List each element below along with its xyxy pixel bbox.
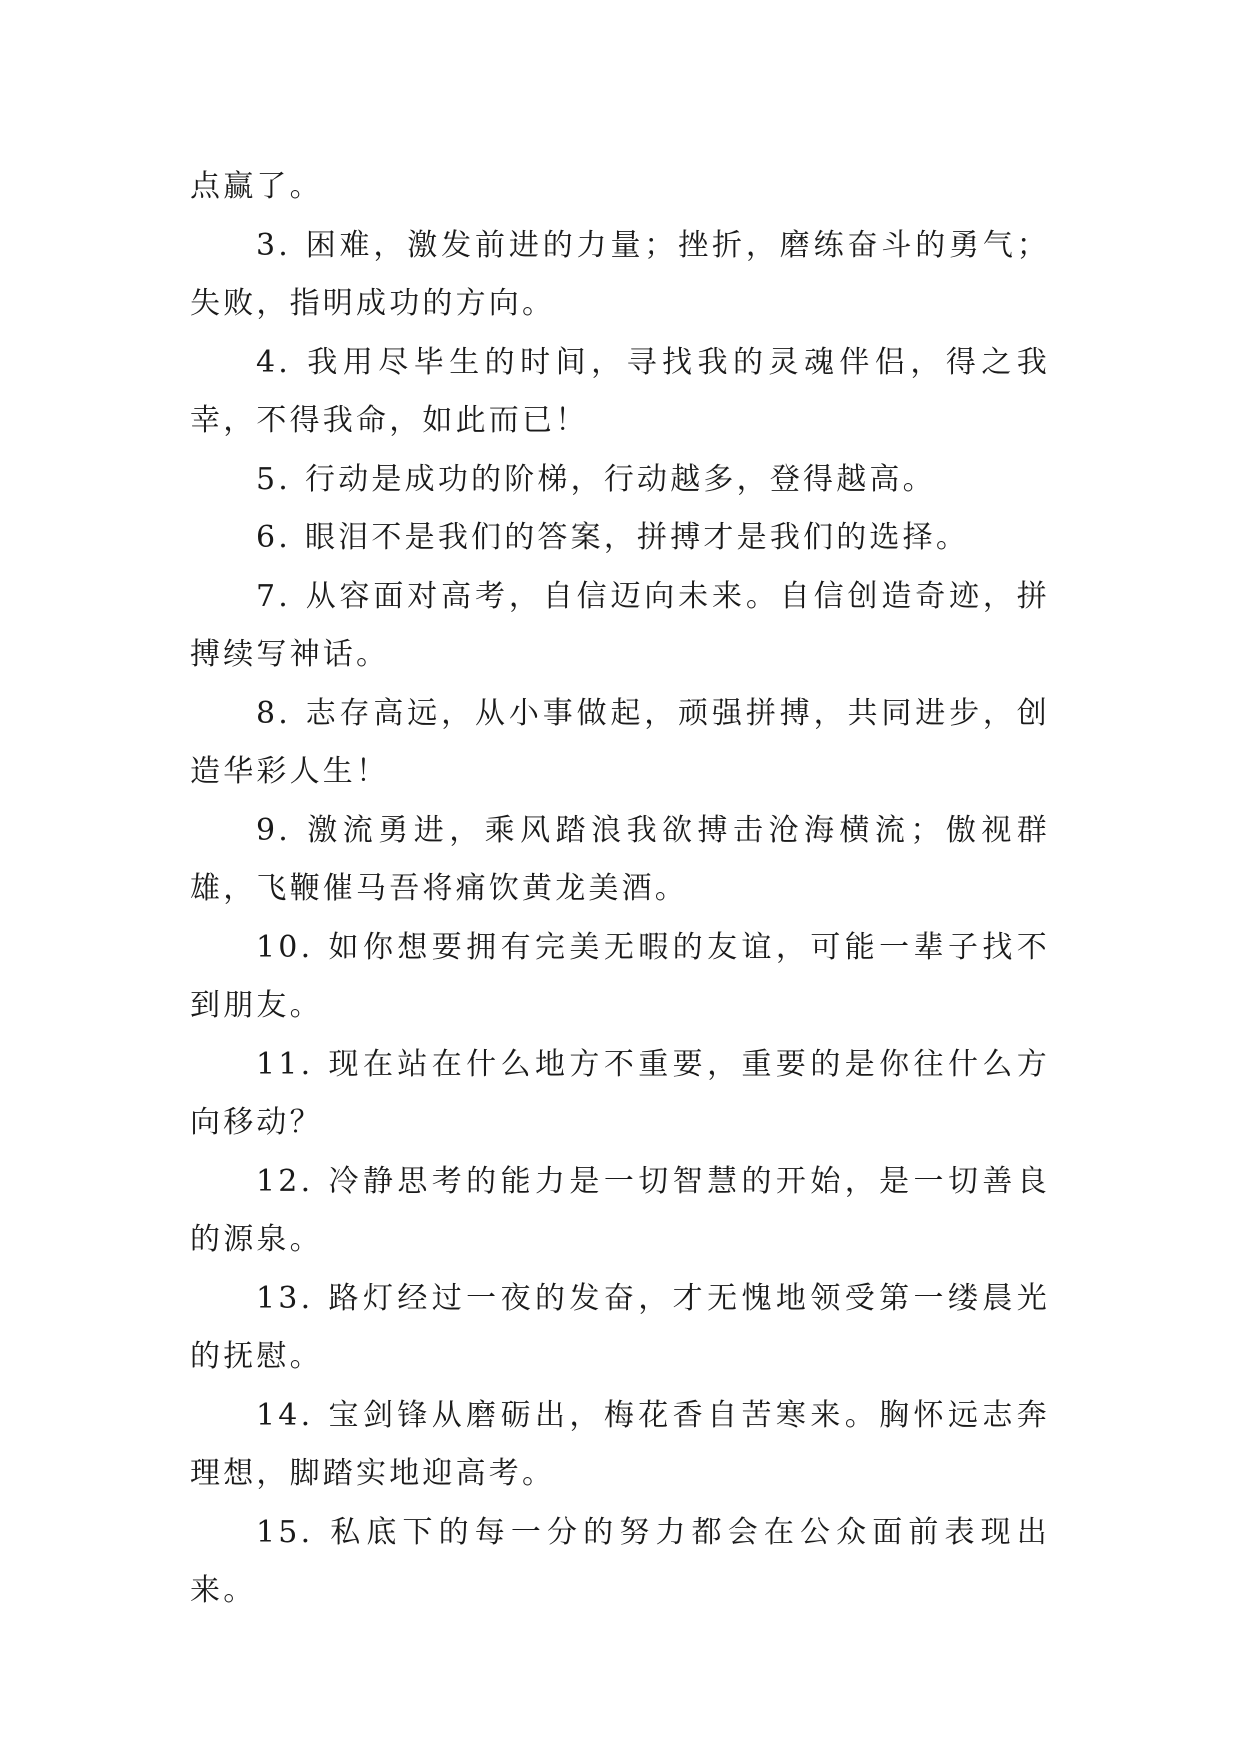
item-number: 8. <box>256 695 292 731</box>
item-number: 7. <box>256 578 292 614</box>
item-text: 我用尽毕生的时间，寻找我的灵魂伴侣，得之我幸，不得我命，如此而已！ <box>190 344 1050 438</box>
item-text: 如你想要拥有完美无暇的友谊，可能一辈子找不到朋友。 <box>190 929 1050 1023</box>
item-text: 冷静思考的能力是一切智慧的开始，是一切善良的源泉。 <box>190 1163 1050 1257</box>
item-number: 15. <box>256 1514 314 1550</box>
item-text: 困难，激发前进的力量；挫折，磨练奋斗的勇气；失败，指明成功的方向。 <box>190 227 1050 321</box>
item-text: 激流勇进，乘风踏浪我欲搏击沧海横流；傲视群雄，飞鞭催马吾将痛饮黄龙美酒。 <box>190 812 1050 906</box>
item-text: 从容面对高考，自信迈向未来。自信创造奇迹，拼搏续写神话。 <box>190 578 1050 672</box>
list-item <box>190 509 1050 568</box>
document-body <box>190 158 1050 1621</box>
item-text: 志存高远，从小事做起，顽强拼搏，共同进步，创造华彩人生！ <box>190 695 1050 789</box>
list-item <box>190 568 1050 685</box>
list-item <box>190 919 1050 1036</box>
item-text: 现在站在什么地方不重要，重要的是你往什么方向移动？ <box>190 1046 1050 1140</box>
item-text: 路灯经过一夜的发奋，才无愧地领受第一缕晨光的抚慰。 <box>190 1280 1050 1374</box>
item-text: 宝剑锋从磨砺出，梅花香自苦寒来。胸怀远志奔理想，脚踏实地迎高考。 <box>190 1397 1050 1491</box>
item-number: 12. <box>256 1163 314 1199</box>
list-item <box>190 802 1050 919</box>
item-number: 5. <box>256 461 292 497</box>
item-number: 11. <box>256 1046 314 1082</box>
list-item <box>190 217 1050 334</box>
item-number: 9. <box>256 812 292 848</box>
list-item <box>190 1387 1050 1504</box>
continuation-text: 点赢了。 <box>190 169 323 204</box>
item-number: 6. <box>256 520 292 555</box>
list-item <box>190 1504 1050 1621</box>
item-number: 13. <box>256 1280 314 1316</box>
list-item <box>190 1036 1050 1153</box>
item-number: 14. <box>256 1397 314 1433</box>
item-number: 4. <box>256 344 292 380</box>
item-text: 眼泪不是我们的答案，拼搏才是我们的选择。 <box>305 520 970 555</box>
item-number: 3. <box>256 227 292 263</box>
list-item <box>190 451 1050 510</box>
list-item <box>190 685 1050 802</box>
item-text: 私底下的每一分的努力都会在公众面前表现出来。 <box>190 1514 1050 1608</box>
item-number: 10. <box>256 929 314 965</box>
list-item <box>190 1153 1050 1270</box>
list-item <box>190 334 1050 451</box>
list-item <box>190 1270 1050 1387</box>
item-text: 行动是成功的阶梯，行动越多，登得越高。 <box>305 461 936 497</box>
